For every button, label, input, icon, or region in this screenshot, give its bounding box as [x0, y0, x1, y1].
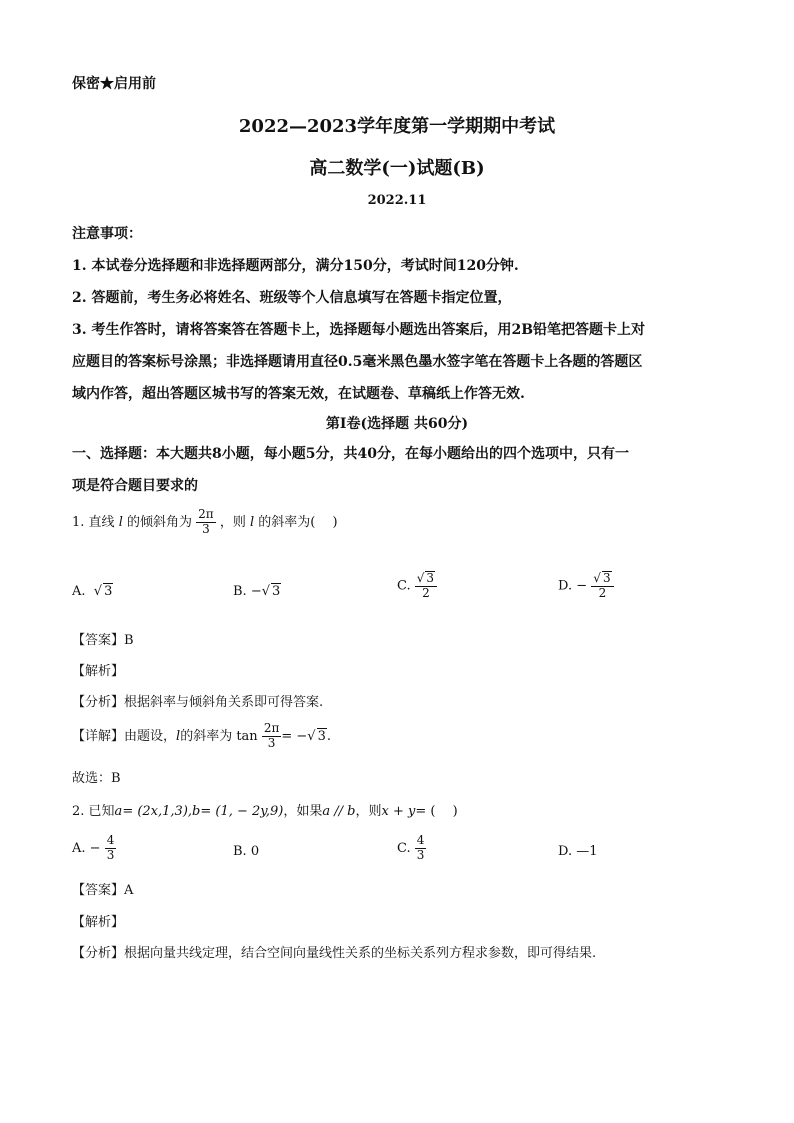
q2-vector-b: b	[192, 804, 201, 819]
q1-tail: 的斜率为( )	[258, 514, 338, 530]
note-line-4: 应题目的答案标号涂黑；非选择题请用直径0.5毫米黑色墨水签字笔在答题卡上各题的答题区	[72, 354, 643, 370]
section-intro-line-1: 一、选择题：本大题共8小题，每小题5分，共40分，在每小题给出的四个选项中，只有一	[72, 446, 629, 462]
q1-mid: 的倾斜角为	[127, 514, 193, 530]
q1-detail: 【详解】由题设，l的斜率为 tan $\frac{2\pi}{3}$ = −√ 3.	[72, 721, 331, 750]
q1-option-a-root: 3	[104, 584, 113, 599]
q1-option-b: B. −√ 3	[233, 584, 281, 599]
q1-option-c: C. $\frac{√ 3}{2}$	[397, 571, 437, 601]
notes-heading: 注意事项：	[72, 226, 142, 242]
q2-option-a: A. − $\frac{4}{3}$	[72, 833, 115, 862]
q1-prefix: 1. 直线	[72, 514, 115, 530]
q1-var2: l	[249, 514, 255, 530]
section-intro-line-2: 项是符合题目要求的	[72, 478, 198, 494]
section-title: 第I卷(选择题 共60分)	[325, 416, 469, 432]
q1-analysis: 【分析】根据斜率与倾斜角关系即可得答案.	[72, 695, 324, 710]
q1-angle-fraction	[196, 508, 216, 537]
exam-subtitle: 高二数学(一)试题(B)	[309, 158, 485, 179]
q1-analysis-heading: 【解析】	[72, 664, 125, 679]
q1-frac-num: 2π	[198, 507, 214, 521]
q1-option-d: D. − $\frac{√ 3}{2}$	[558, 571, 614, 601]
q2-option-b: B. 0	[233, 844, 260, 859]
note-line-2: 2. 答题前，考生务必将姓名、班级等个人信息填写在答题卡指定位置，	[72, 290, 512, 306]
q2-option-c: C. $\frac{4}{3}$	[397, 833, 425, 862]
note-line-1: 1. 本试卷分选择题和非选择题两部分，满分150分，考试时间120分钟.	[72, 258, 519, 274]
q2-answer: 【答案】A	[72, 883, 134, 898]
q1-choice: 故选：B	[72, 771, 121, 786]
q1-after: ，则	[219, 514, 246, 530]
confidential-label: 保密★启用前	[72, 76, 156, 92]
note-line-5: 域内作答，超出答题区城书写的答案无效，在试题卷、草稿纸上作答无效.	[72, 386, 525, 402]
note-line-3: 3. 考生作答时，请将答案答在答题卡上，选择题每小题选出答案后，用2B铅笔把答题卡上对	[72, 322, 646, 338]
q2-analysis: 【分析】根据向量共线定理，结合空间向量线性关系的坐标关系列方程求参数，即可得结果.	[72, 946, 597, 961]
q1-frac-den: 3	[202, 521, 210, 536]
exam-title: 2022—2023学年度第一学期期中考试	[238, 116, 556, 137]
q2-option-d: D. —1	[558, 844, 598, 859]
q2-vector-a: a	[114, 804, 123, 819]
question-1	[72, 508, 338, 537]
q1-option-b-root: 3	[272, 584, 281, 599]
q2-parallel: a // b	[322, 804, 356, 819]
q1-answer: 【答案】B	[72, 633, 134, 648]
question-2: 2. 已知a= (2x,1,3),b= (1, − 2y,9)，如果a // b，则x + y= ( )	[72, 804, 458, 819]
q1-option-a: A. √ 3	[72, 584, 113, 599]
q1-var: l	[118, 514, 123, 530]
q1-detail-fraction: $\frac{2\pi}{3}$	[263, 721, 280, 750]
q2-analysis-heading: 【解析】	[72, 915, 125, 930]
exam-date: 2022.11	[367, 193, 427, 208]
